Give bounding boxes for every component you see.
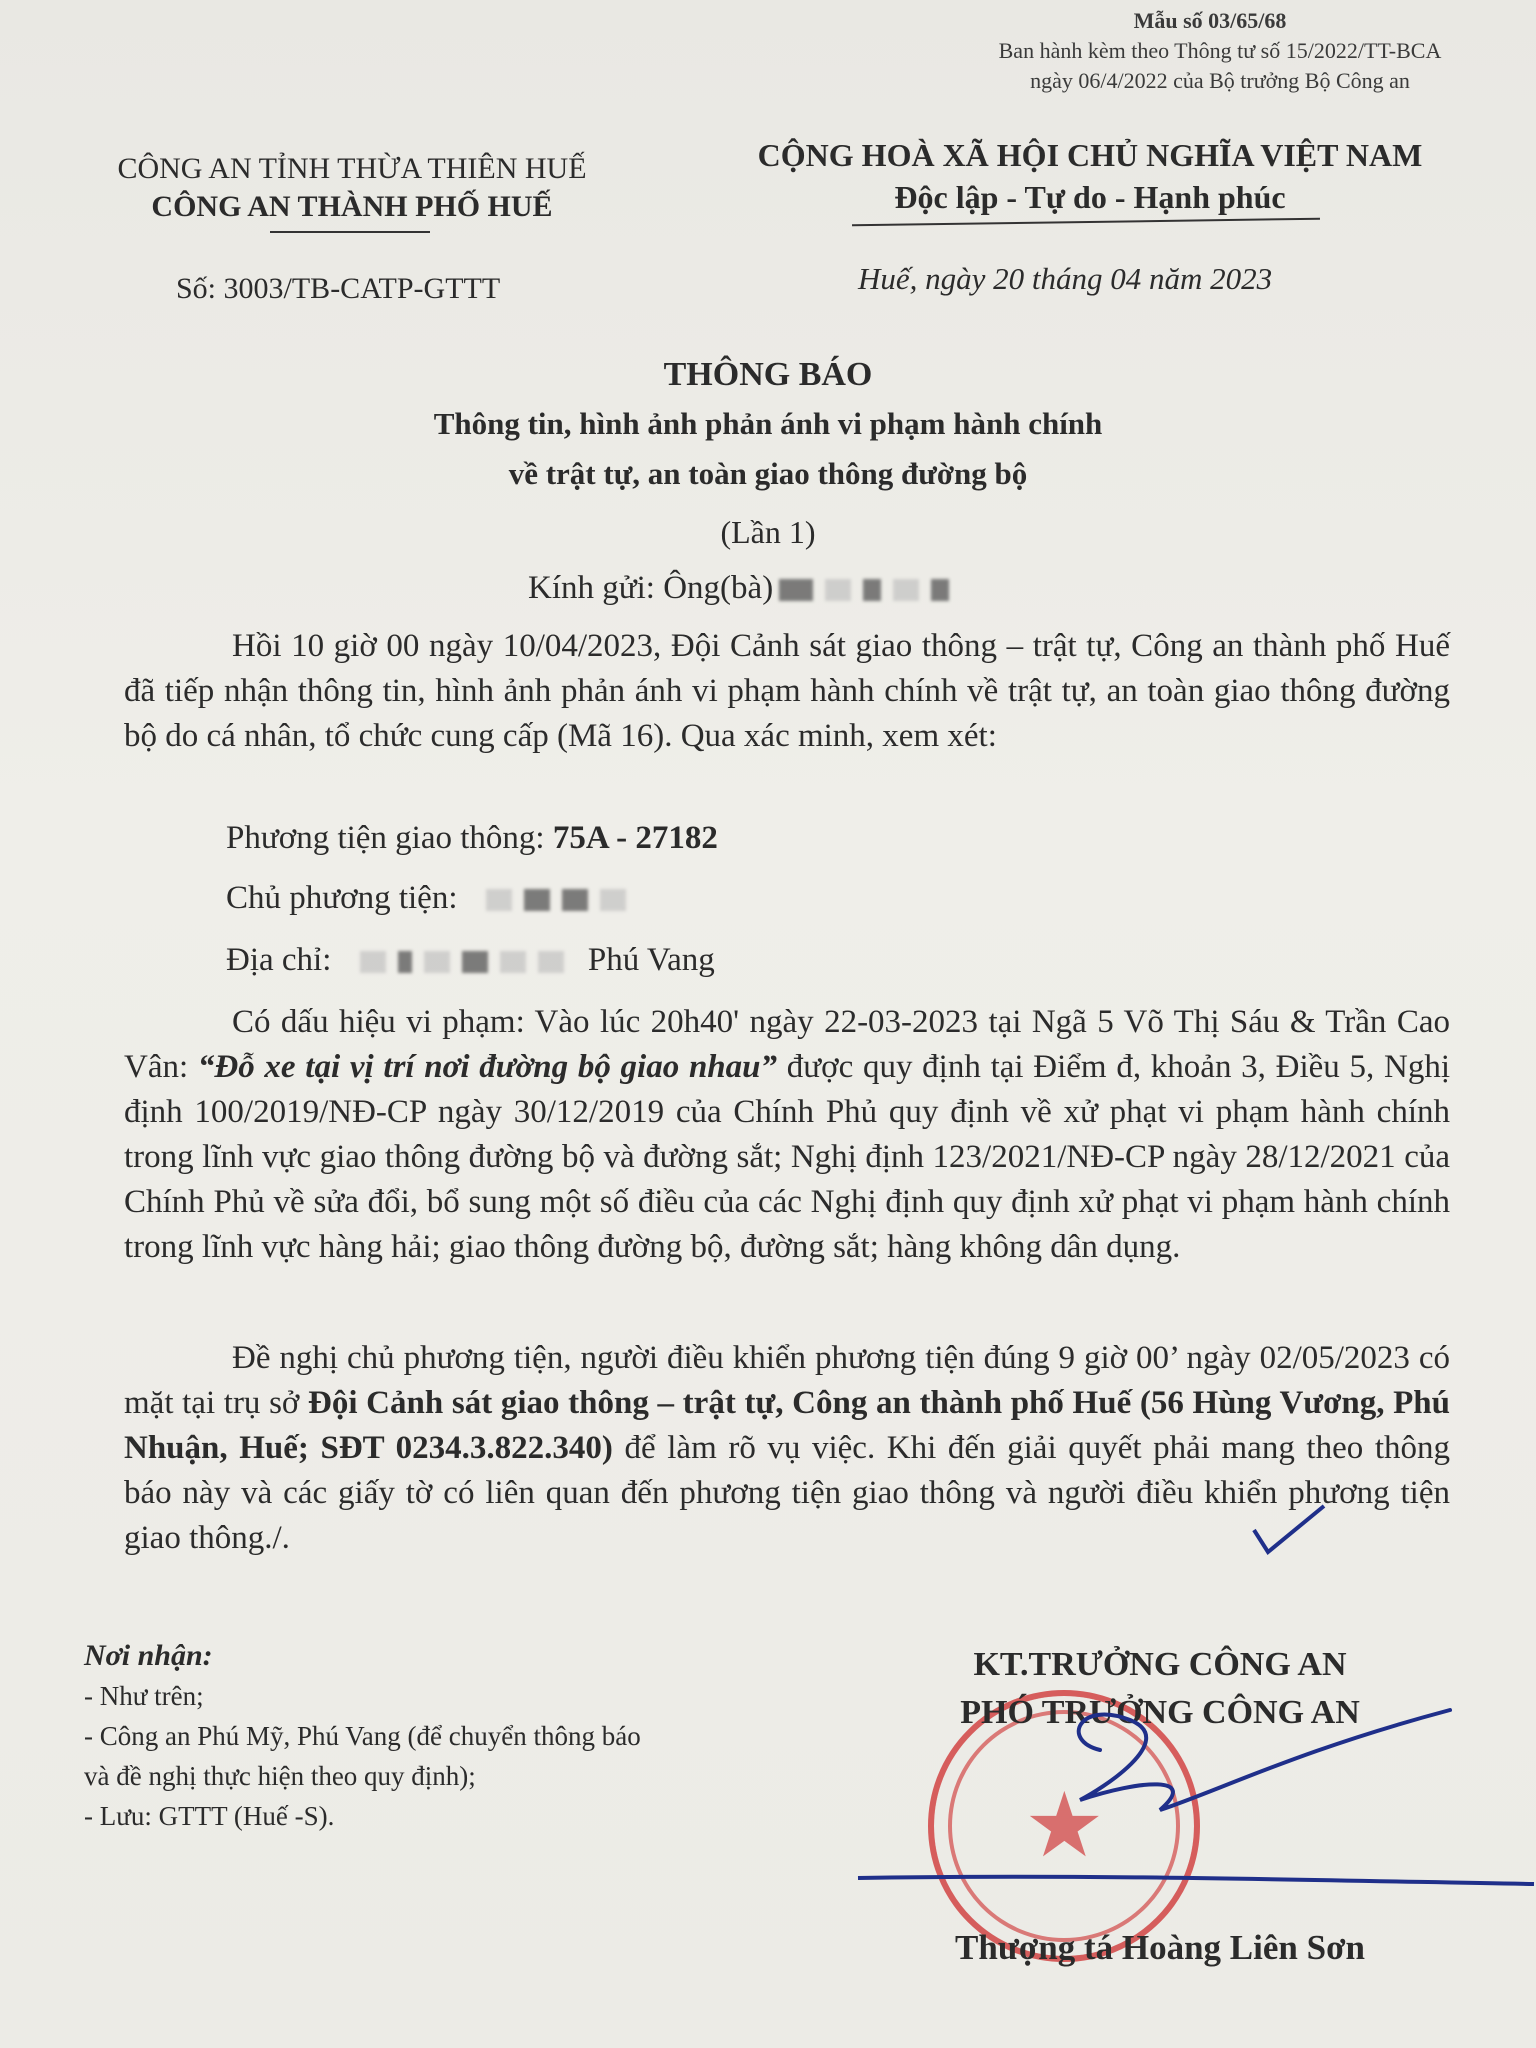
owner-line [226,876,632,921]
recipients-heading: Nơi nhận: [84,1639,213,1672]
recipients-block [84,1636,844,1836]
redacted-address-3 [424,951,450,973]
subtitle-line-2: về trật tự, an toàn giao thông đường bộ [508,456,1028,491]
vehicle-label: Phương tiện giao thông: [226,820,553,856]
recipient-item: - Công an Phú Mỹ, Phú Vang (để chuyển thông báo [84,1721,641,1751]
issuing-org [62,150,642,226]
redacted-owner-1 [486,889,512,911]
round-number: (Lần 1) [720,514,816,550]
address-label: Địa chỉ: [226,942,332,978]
recipient-item: và đề nghị thực hiện theo quy định); [84,1761,476,1791]
form-issued-by: Ban hành kèm theo Thông tư số 15/2022/TT-BCA [998,38,1442,63]
owner-label: Chủ phương tiện: [226,880,458,916]
paragraph-violation [124,1000,1450,1270]
salutation [528,566,955,611]
paragraph-report: Hồi 10 giờ 00 ngày 10/04/2023, Đội Cảnh sát giao thông – trật tự, Công an thành phố Huế đã tiếp nhận thông tin, hình ảnh phản ánh vi phạm hành chính về trật tự, an toàn giao thông đường bộ do cá nhân, tổ chức cung cấp (Mã 16). Qua xác minh, xem xét: [124,628,1450,754]
redacted-owner-2 [524,889,550,911]
org-underline [270,231,430,233]
redacted-address-1 [360,951,386,973]
form-header [900,6,1536,96]
vehicle-line [226,816,718,861]
redacted-name-2 [825,579,851,601]
redacted-owner-4 [600,889,626,911]
motto-underline [852,218,1320,227]
request-intro: Đề nghị chủ phương tiện, người điều khiển phương tiện đúng 9 giờ 00’ ngày 02/05/2023 có mặt tại trụ sở [124,1340,1450,1421]
vehicle-plate: 75A - 27182 [552,820,718,856]
form-number: Mẫu số 03/65/68 [1133,8,1287,33]
redacted-owner-3 [562,889,588,911]
violation-description: “Đỗ xe tại vị trí nơi đường bộ giao nhau” [197,1049,778,1085]
document-title: THÔNG BÁO [663,356,873,393]
salutation-label: Kính gửi: Ông(bà) [528,570,774,606]
document-number: Số: 3003/TB-CATP-GTTT [176,272,501,305]
request-location: Đội Cảnh sát giao thông – trật tự, Công an thành phố Huế (56 Hùng Vương, Phú Nhuận, Huế; SĐT 0234.3.822.340) [124,1385,1450,1466]
place-date: Huế, ngày 20 tháng 04 năm 2023 [858,261,1273,296]
redacted-name [779,579,813,601]
violation-legal-basis: được quy định tại Điểm đ, khoản 3, Điều 5, Nghị định 100/2019/NĐ-CP ngày 30/12/2019 của Chính Phủ quy định về xử phạt vi phạm hành chính trong lĩnh vực giao thông đường bộ và đường sắt; Nghị định 123/2021/NĐ-CP ngày 28/12/2021 của Chính Phủ về sửa đổi, bổ sung một số điều của các Nghị định quy định xử phạt vi phạm hành chính trong lĩnh vực hàng hải; giao thông đường bộ, đường sắt; hàng không dân dụng. [124,1049,1450,1265]
signature-title-1: KT.TRƯỞNG CÔNG AN [973,1646,1347,1683]
nation-header [700,136,1480,216]
unit-org: CÔNG AN THÀNH PHỐ HUẾ [151,190,553,223]
signature-title-2: PHÓ TRƯỞNG CÔNG AN [960,1694,1360,1731]
redacted-address-6 [538,951,564,973]
recipient-item: - Lưu: GTTT (Huế -S). [84,1801,335,1831]
redacted-name-4 [893,579,919,601]
redacted-name-3 [863,579,881,601]
subtitle-line-1: Thông tin, hình ảnh phản ánh vi phạm hành chính [433,406,1103,441]
nation-motto: Độc lập - Tự do - Hạnh phúc [894,179,1286,215]
nation-name: CỘNG HOÀ XÃ HỘI CHỦ NGHĨA VIỆT NAM [757,137,1423,173]
signature-line [856,1860,1536,1900]
redacted-address-5 [500,951,526,973]
address-district: Phú Vang [587,942,715,978]
handwritten-signature-icon [1040,1680,1460,1860]
redacted-address-2 [398,951,412,973]
parent-org: CÔNG AN TỈNH THỪA THIÊN HUẾ [117,152,587,185]
redacted-name-5 [931,579,949,601]
form-issued-date: ngày 06/4/2022 của Bộ trưởng Bộ Công an [1030,68,1410,93]
signer-name: Thượng tá Hoàng Liên Sơn [955,1928,1365,1967]
recipient-item: - Như trên; [84,1681,204,1711]
address-line [226,938,715,983]
checkmark-icon [1250,1500,1330,1560]
redacted-address-4 [462,951,488,973]
star-icon: ★ [1024,1777,1105,1876]
request-instructions: để làm rõ vụ việc. Khi đến giải quyết phải mang theo thông báo này và các giấy tờ có liên quan đến phương tiện giao thông và người điều khiển phương tiện giao thông./. [124,1430,1450,1556]
violation-intro: Có dấu hiệu vi phạm: Vào lúc 20h40' ngày 22-03-2023 tại Ngã 5 Võ Thị Sáu & Trần Cao Vân: [124,1004,1450,1085]
